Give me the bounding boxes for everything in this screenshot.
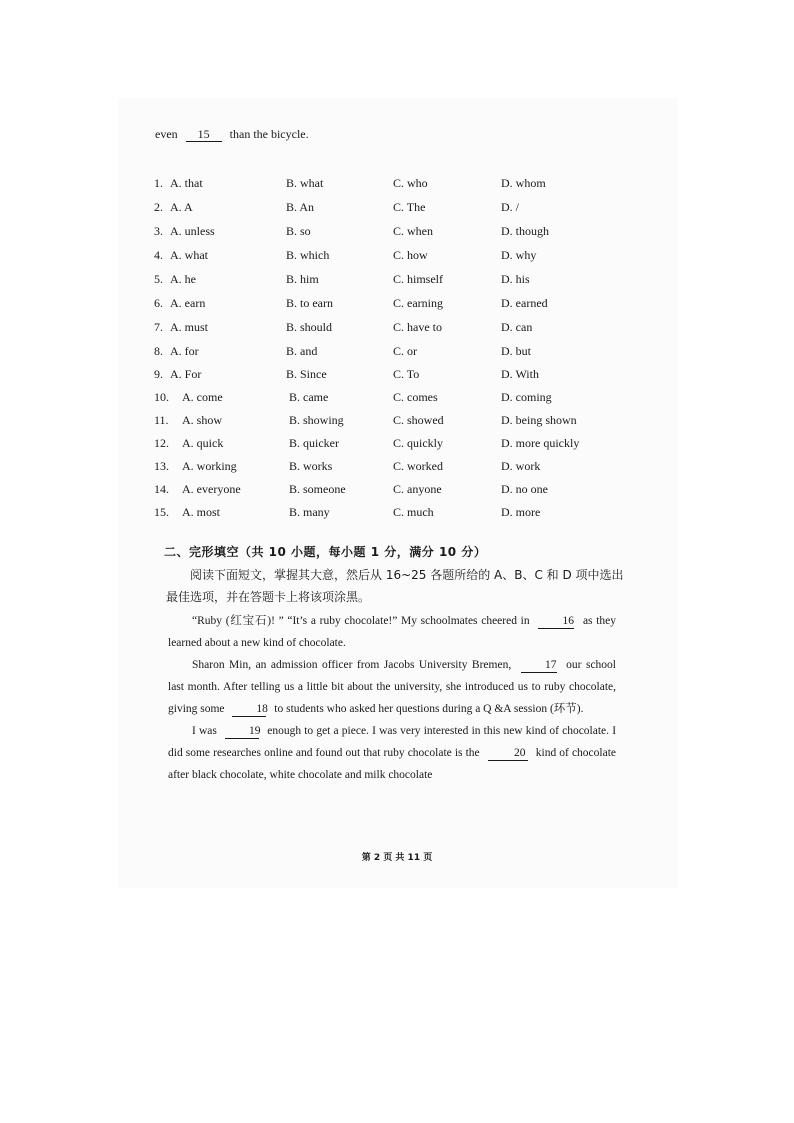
lead-line bbox=[155, 127, 309, 142]
option-a: A. he bbox=[170, 272, 196, 286]
option-c: C. quickly bbox=[393, 436, 443, 450]
option-a: A. must bbox=[170, 320, 209, 334]
option-b: B. Since bbox=[286, 367, 327, 381]
option-d: D. why bbox=[501, 248, 537, 262]
option-a: A. that bbox=[170, 176, 203, 190]
question-number: 15. bbox=[154, 505, 169, 519]
question-number: 14. bbox=[154, 482, 169, 496]
passage-text: our school last month. After telling us a little bit about the university, she introduced us to ruby chocolate, giving some bbox=[168, 659, 617, 715]
passage-text: “Ruby (红宝石)! ” “It’s a ruby chocolate!” My schoolmates cheered in bbox=[192, 615, 530, 627]
option-d: D. coming bbox=[501, 390, 552, 404]
option-c: C. showed bbox=[393, 413, 444, 427]
option-c: C. who bbox=[393, 176, 428, 190]
passage-text: as they learned about a new kind of chocolate. bbox=[168, 615, 617, 649]
passage-paragraph-1 bbox=[168, 610, 616, 654]
option-b: B. which bbox=[286, 248, 330, 262]
option-a: A. earn bbox=[170, 296, 206, 310]
option-b: B. and bbox=[286, 344, 318, 358]
option-c: C. have to bbox=[393, 320, 442, 334]
section-title: 二、完形填空（共 10 小题，每小题 1 分，满分 10 分） bbox=[164, 545, 487, 559]
option-c: C. To bbox=[393, 367, 420, 381]
option-d: D. work bbox=[501, 459, 541, 473]
option-a: A. most bbox=[182, 505, 221, 519]
option-d: D. whom bbox=[501, 176, 546, 190]
option-b: B. what bbox=[286, 176, 324, 190]
option-a: A. unless bbox=[170, 224, 215, 238]
question-number: 3. bbox=[154, 224, 163, 238]
blank-19: 19 bbox=[225, 725, 259, 739]
option-d: D. / bbox=[501, 200, 519, 214]
question-number: 9. bbox=[154, 367, 163, 381]
option-c: C. or bbox=[393, 344, 417, 358]
blank-16: 16 bbox=[538, 615, 574, 629]
option-d: D. being shown bbox=[501, 413, 577, 427]
option-c: C. earning bbox=[393, 296, 443, 310]
option-a: A. for bbox=[170, 344, 199, 358]
passage-text: kind of chocolate after black chocolate, white chocolate and milk chocolate bbox=[168, 747, 617, 781]
passage-text: Sharon Min, an admission officer from Jacobs University Bremen, bbox=[192, 659, 512, 671]
question-number: 7. bbox=[154, 320, 163, 334]
option-b: B. someone bbox=[289, 482, 346, 496]
option-b: B. many bbox=[289, 505, 330, 519]
option-b: B. to earn bbox=[286, 296, 333, 310]
option-b: B. An bbox=[286, 200, 315, 214]
option-a: A. show bbox=[182, 413, 223, 427]
option-b: B. quicker bbox=[289, 436, 339, 450]
option-d: D. though bbox=[501, 224, 549, 238]
option-a: A. quick bbox=[182, 436, 224, 450]
question-number: 13. bbox=[154, 459, 169, 473]
page-footer: 第 2 页 共 11 页 bbox=[361, 853, 433, 863]
option-b: B. so bbox=[286, 224, 311, 238]
option-a: A. A bbox=[170, 200, 193, 214]
option-c: C. how bbox=[393, 248, 428, 262]
question-number: 4. bbox=[154, 248, 163, 262]
option-b: B. him bbox=[286, 272, 319, 286]
section-instructions: 阅读下面短文，掌握其大意，然后从 16~25 各题所给的 A、B、C 和 D 项中选出最佳选项，并在答题卡上将该项涂黑。 bbox=[166, 568, 624, 604]
option-b: B. should bbox=[286, 320, 333, 334]
option-a: A. working bbox=[182, 459, 237, 473]
blank-17: 17 bbox=[521, 659, 557, 673]
option-c: C. much bbox=[393, 505, 434, 519]
option-a: A. everyone bbox=[182, 482, 241, 496]
option-b: B. came bbox=[289, 390, 329, 404]
question-number: 11. bbox=[154, 413, 169, 427]
option-c: C. anyone bbox=[393, 482, 442, 496]
passage-text: I was bbox=[192, 725, 217, 737]
blank-18: 18 bbox=[232, 703, 266, 717]
option-d: D. earned bbox=[501, 296, 548, 310]
question-number: 1. bbox=[154, 176, 163, 190]
passage-text: enough to get a piece. I was very interested in this new kind of chocolate. I did some researches online and found out that ruby chocolate is the bbox=[168, 725, 617, 759]
option-c: C. himself bbox=[393, 272, 443, 286]
passage-paragraph-2 bbox=[168, 654, 616, 720]
option-a: A. come bbox=[182, 390, 223, 404]
option-a: A. what bbox=[170, 248, 208, 262]
option-d: D. can bbox=[501, 320, 533, 334]
question-number: 10. bbox=[154, 390, 169, 404]
option-b: B. showing bbox=[289, 413, 344, 427]
question-number: 8. bbox=[154, 344, 163, 358]
option-c: C. worked bbox=[393, 459, 443, 473]
passage-text: to students who asked her questions during a Q &A session (环节). bbox=[274, 703, 584, 715]
option-c: C. when bbox=[393, 224, 433, 238]
question-number: 6. bbox=[154, 296, 163, 310]
option-c: C. The bbox=[393, 200, 426, 214]
option-d: D. more bbox=[501, 505, 541, 519]
option-d: D. but bbox=[501, 344, 531, 358]
passage-paragraph-3 bbox=[168, 720, 616, 786]
option-d: D. his bbox=[501, 272, 530, 286]
option-b: B. works bbox=[289, 459, 333, 473]
option-d: D. With bbox=[501, 367, 539, 381]
question-number: 12. bbox=[154, 436, 169, 450]
option-c: C. comes bbox=[393, 390, 438, 404]
option-d: D. no one bbox=[501, 482, 548, 496]
lead-before: even bbox=[155, 127, 178, 141]
blank-15: 15 bbox=[186, 128, 222, 142]
lead-after: than the bicycle. bbox=[229, 127, 309, 141]
option-a: A. For bbox=[170, 367, 202, 381]
option-d: D. more quickly bbox=[501, 436, 580, 450]
question-number: 5. bbox=[154, 272, 163, 286]
question-number: 2. bbox=[154, 200, 163, 214]
blank-20: 20 bbox=[488, 747, 528, 761]
